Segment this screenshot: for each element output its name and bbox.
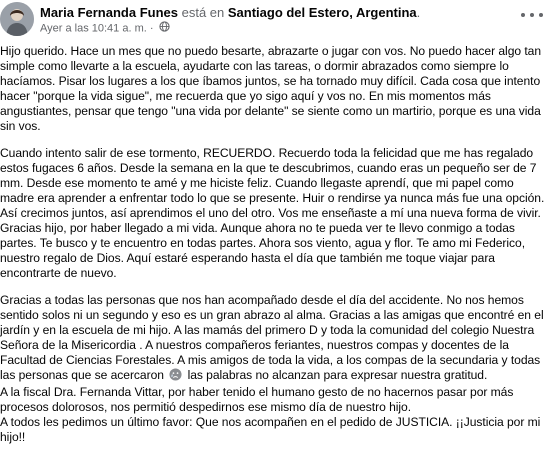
paragraph-3 (0, 293, 551, 385)
paragraph-5: A todos les pedimos un último favor: Que nos acompañen en el pedido de JUSTICIA. ¡¡Justicia por mi hijo!! (0, 415, 541, 444)
paragraph-2: Cuando intento salir de ese tormento, RECUERDO. Recuerdo toda la felicidad que me has regalado estos fugaces 6 años. Desde la semana en la que te descubrimos, cuando eras un pequeño ser de 7 mm. Desde ese momento te amé y me hiciste feliz. Cuando llegaste aprendí, que mi papel como madre era aprender a enfrentar todo lo que se presente. Huir o rendirse ya nunca más fue una opción. Así crecimos juntos, así aprendimos el uno del otro. Vos me enseñaste a mí una nueva forma de vivir. Gracias hijo, por haber llegado a mi vida. Aunque ahora no te pueda ver te llevo conmigo a todas partes. Te busco y te encuentro en todas partes. Ahora sos viento, agua y flor. Te amo mi Federico, nuestro regalo de Dios. Aquí estaré esperando hasta el día que también me toque viajar para encontrarte de nuevo. (0, 146, 545, 280)
paragraph-4: A la fiscal Dra. Fernanda Vittar, por haber tenido el humano gesto de no hacernos pasar por más procesos dolorosos, nos permitió despedirnos ese mismo día de nuestro hijo. (0, 385, 514, 414)
avatar-image (0, 2, 34, 36)
paragraph-3-text-b: las palabras no alcanzan para expresar nuestra gratitud. (187, 368, 488, 382)
more-dot-2 (530, 13, 534, 17)
more-dot-1 (521, 13, 525, 17)
checkin-connector: está en (177, 5, 228, 20)
author-line (40, 5, 420, 20)
post-meta (40, 5, 420, 36)
author-name[interactable]: Maria Fernanda Funes (40, 5, 178, 20)
more-options-icon[interactable] (521, 8, 543, 22)
crying-face-icon (169, 368, 182, 385)
more-dot-3 (539, 13, 543, 17)
post-body (0, 44, 551, 445)
location-link[interactable]: Santiago del Estero, Argentina (227, 5, 417, 20)
paragraph-3-text-a: Gracias a todas las personas que nos han acompañado desde el día del accidente. No nos hemos sentido solos ni un segundo y eso es un gran abrazo al alma. Gracias a las amigas que encontré en el jardín y en la escuela de mi hijo. A las mamás del primero D y toda la comunidad del colegio Nuestra Señora de la Misericordia . A nuestros compañeros feriantes, nuestros compas y docentes de la Facultad de Ciencias Forestales. A mis amigos de toda la vida, a los compas de la secundaria y todas las personas que se acercaron (0, 293, 544, 382)
meta-separator: · (149, 22, 154, 35)
avatar[interactable] (0, 2, 34, 36)
paragraph-1: Hijo querido. Hace un mes que no puedo besarte, abrazarte o jugar con vos. No puedo hacer algo tan simple como llevarte a la escuela, ayudarte con las tareas, o dormir abrazados como siempre lo hacíamos. Pisar los lugares a los que íbamos juntos, se ha tornado muy difícil. Cada cosa que intento hacer "porque la vida sigue", me recuerda que yo sigo aquí y vos no. En mis momentos más angustiantes, pensar que tengo "una vida por delante" se siente como un martirio, porque es una vida sin vos. (0, 44, 542, 133)
author-line-period: . (416, 5, 421, 20)
timestamp-line (40, 21, 420, 36)
globe-icon[interactable] (159, 21, 170, 36)
post-header (0, 0, 555, 40)
post-timestamp[interactable]: Ayer a las 10:41 a. m. (40, 22, 147, 35)
